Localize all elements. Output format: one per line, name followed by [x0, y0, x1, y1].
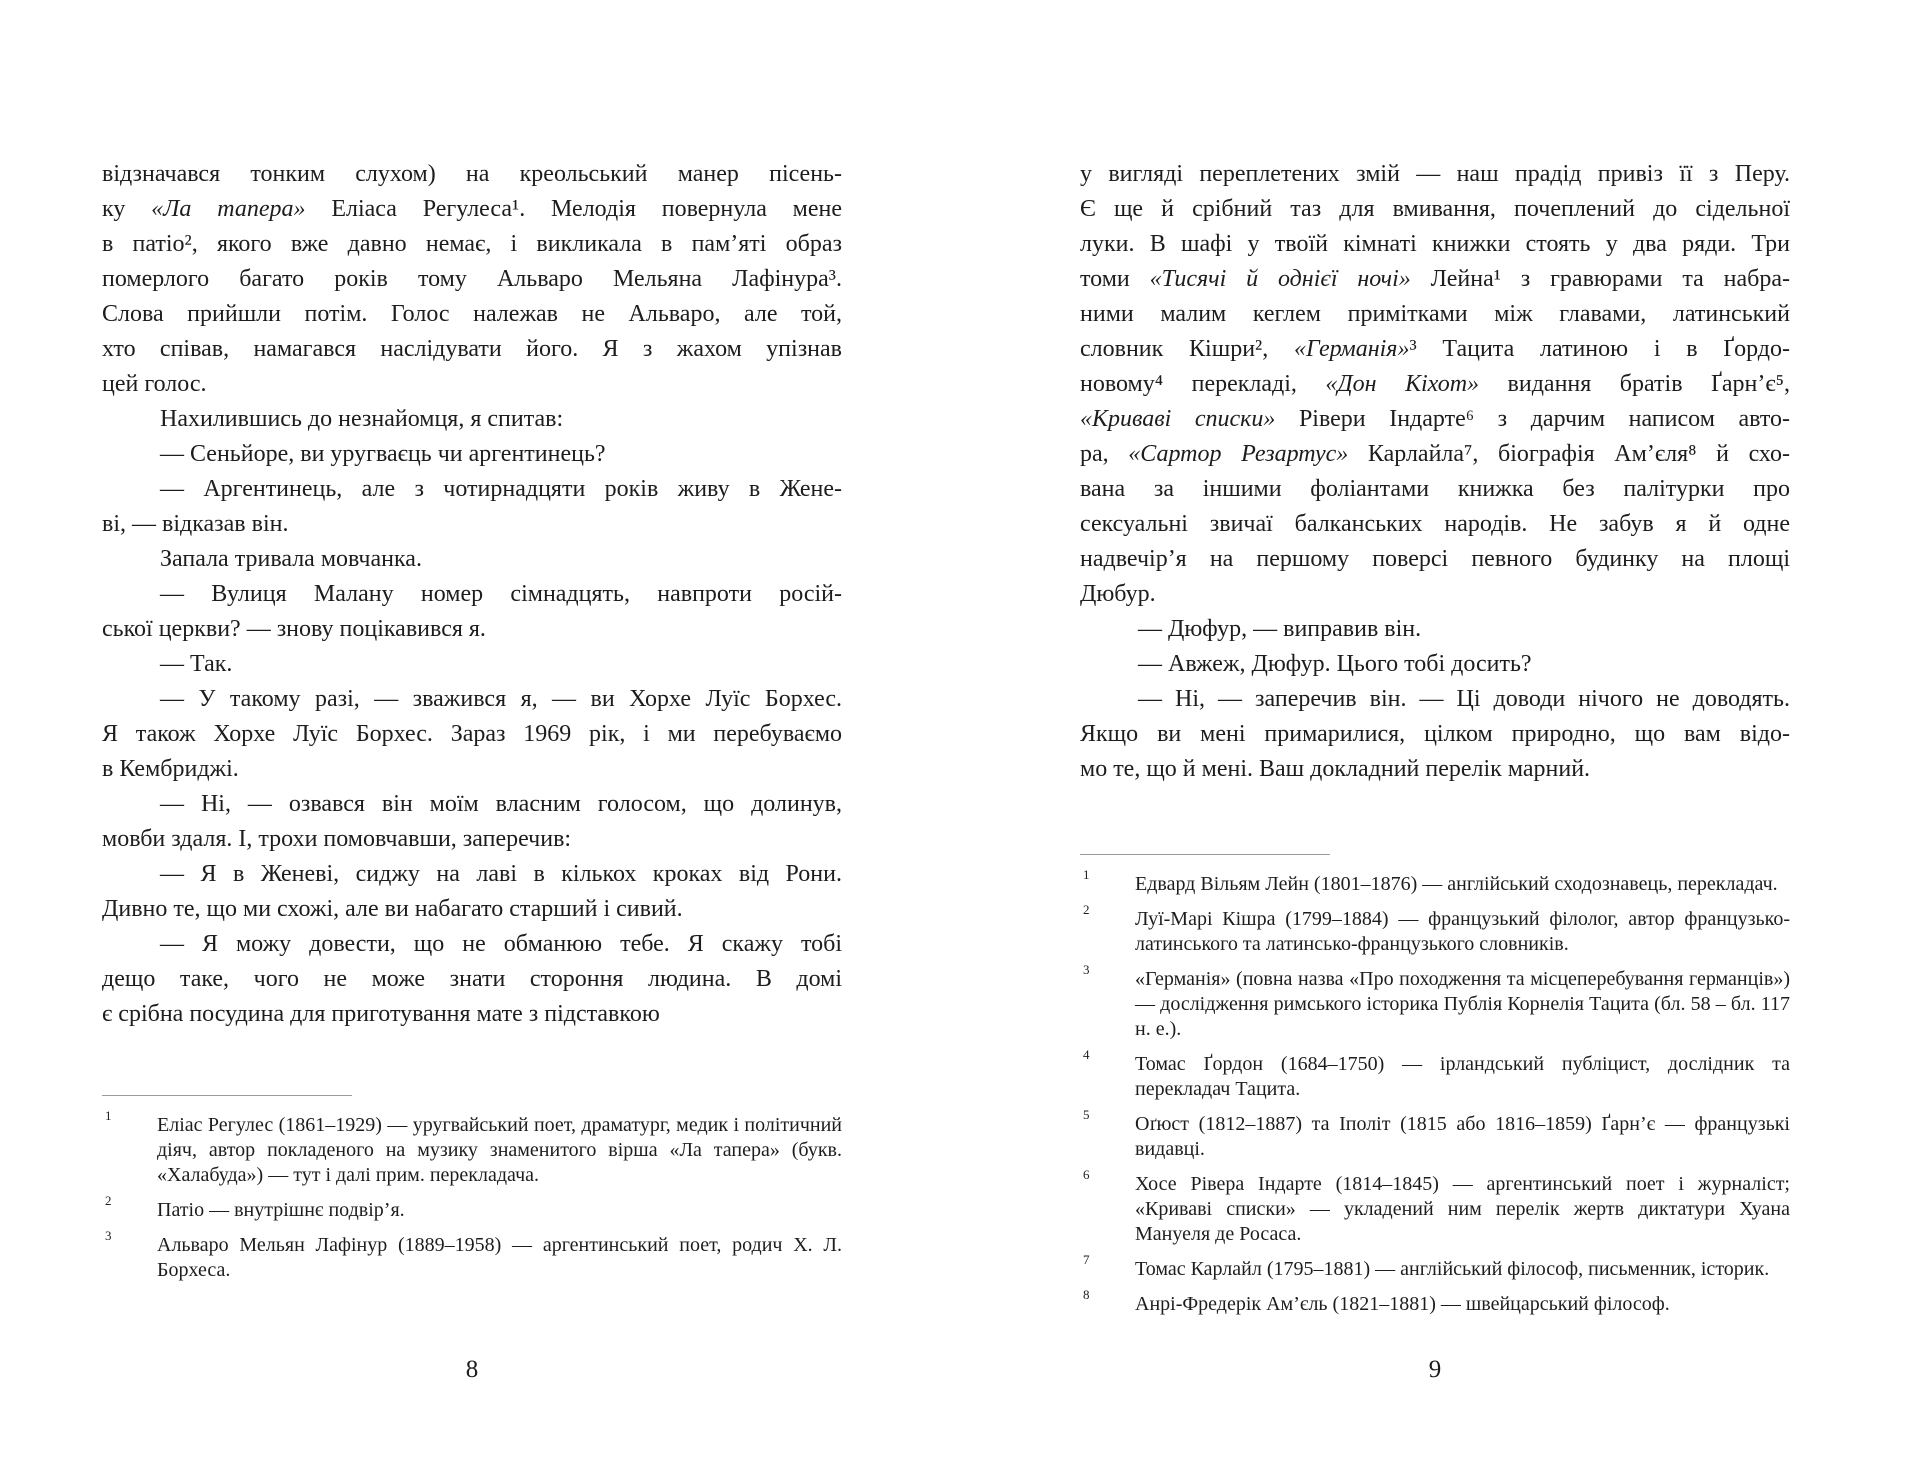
text-line: дещо таке, чого не може знати стороння людина. В домі	[102, 966, 842, 992]
paragraph	[102, 542, 842, 577]
footnote-marker: 8	[1083, 1287, 1090, 1302]
footnote-text: Анрі-Фредерік Ам’єль (1821–1881) — швейцарський філософ.	[1135, 1293, 1670, 1315]
text-line: надвечір’я на першому поверсі певного будинку на площі	[1080, 546, 1790, 572]
footnote-text: Патіо — внутрішнє подвір’я.	[157, 1199, 405, 1221]
paragraph	[102, 402, 842, 437]
text-line: Нахилившись до незнайомця, я спитав:	[160, 406, 564, 432]
footnote-item	[1080, 1167, 1790, 1247]
footnote-marker: 5	[1083, 1107, 1090, 1122]
text-line: Запала тривала мовчанка.	[160, 546, 422, 572]
text-line: — У такому разі, — зважився я, — ви Хорхе Луїс Борхес.	[160, 686, 842, 712]
footnote-marker: 6	[1083, 1167, 1090, 1182]
footnote-text: «Германія» (повна назва «Про походження та місцеперебування германців») — дослідження римського історика Публія Корнелія Тацита (бл. 58 – бл. 117 н. е.).	[1135, 968, 1790, 1040]
footnote-marker: 3	[105, 1228, 112, 1243]
text-line: томи «Тисячі й однієї ночі» Лейна¹ з гравюрами та набра-	[1080, 266, 1790, 292]
text-line: цей голос.	[102, 371, 207, 397]
text-line: — Аргентинець, але з чотирнадцяти років живу в Жене-	[160, 476, 842, 502]
footnote-separator	[102, 1095, 352, 1096]
text-line: ра, «Сартор Резартус» Карлайла⁷, біографія Ам’єля⁸ й схо-	[1080, 441, 1790, 467]
page-text	[1080, 157, 1790, 787]
text-line: Слова прийшли потім. Голос належав не Альваро, але той,	[102, 301, 842, 327]
text-line: — Дюфур, — виправив він.	[1138, 616, 1422, 642]
footnote-marker: 2	[105, 1193, 112, 1208]
text-line: — Я в Женеві, сиджу на лаві в кількох кроках від Рони.	[160, 861, 842, 887]
footnote-text: Оґюст (1812–1887) та Іполіт (1815 або 1816–1859) Ґарн’є — французькі видавці.	[1135, 1113, 1790, 1160]
paragraph	[102, 157, 842, 402]
footnote-marker: 1	[105, 1108, 112, 1123]
text-line: — Ні, — заперечив він. — Ці доводи нічого не доводять.	[1138, 686, 1790, 712]
footnote-item	[1080, 902, 1790, 957]
text-line: — Авжеж, Дюфур. Цього тобі досить?	[1138, 651, 1532, 677]
text-line: сексуальні звичаї балканських народів. Не забув я й одне	[1080, 511, 1790, 537]
text-line: мовби здаля. І, трохи помовчавши, заперечив:	[102, 826, 572, 852]
footnote-item	[102, 1193, 842, 1223]
text-line: Дивно те, що ми схожі, але ви набагато старший і сивий.	[102, 896, 683, 922]
text-line: «Криваві списки» Рівери Індарте⁶ з дарчим написом авто-	[1080, 406, 1790, 432]
text-line: померлого багато років тому Альваро Мельяна Лафінура³.	[102, 266, 842, 292]
text-line: вана за іншими фоліантами книжка без палітурки про	[1080, 476, 1790, 502]
paragraph	[1080, 157, 1790, 612]
footnote-marker: 2	[1083, 902, 1090, 917]
text-line: словник Кішри², «Германія»³ Тацита латиною і в Ґордо-	[1080, 336, 1790, 362]
footnote-text: Луї-Марі Кішра (1799–1884) — французький філолог, автор французько-латинського та латинсько-французького словників.	[1135, 908, 1790, 955]
footnote-item	[1080, 1287, 1790, 1317]
text-line: в патіо², якого вже давно немає, і викликала в пам’яті образ	[102, 231, 842, 257]
text-line: мо те, що й мені. Ваш докладний перелік марний.	[1080, 756, 1591, 782]
paragraph	[1080, 612, 1790, 647]
text-line: Є ще й срібний таз для вмивання, почеплений до сідельної	[1080, 196, 1790, 222]
text-line: — Я можу довести, що не обманюю тебе. Я скажу тобі	[160, 931, 842, 957]
text-line: ними малим кеглем примітками між главами, латинський	[1080, 301, 1790, 327]
footnote-text: Хосе Рівера Індарте (1814–1845) — аргентинський поет і журналіст; «Криваві списки» — укладений ним перелік жертв диктатури Хуана Мануеля де Росаса.	[1135, 1173, 1790, 1245]
text-line: луки. В шафі у твоїй кімнаті книжки стоять у два ряди. Три	[1080, 231, 1790, 257]
footnote-separator	[1080, 854, 1330, 855]
footnote-item	[1080, 1047, 1790, 1102]
page-left	[102, 157, 842, 1477]
footnote-marker: 4	[1083, 1047, 1090, 1062]
paragraph	[102, 577, 842, 647]
text-line: хто співав, намагався наслідувати його. Я з жахом упізнав	[102, 336, 842, 362]
text-line: ської церкви? — знову поцікавився я.	[102, 616, 486, 642]
text-line: — Так.	[160, 651, 233, 677]
paragraph	[102, 787, 842, 857]
text-line: — Вулиця Малану номер сімнадцять, навпроти росій-	[160, 581, 842, 607]
footnote-item	[102, 1228, 842, 1283]
text-line: — Сеньйоре, ви уругваєць чи аргентинець?	[160, 441, 606, 467]
paragraph	[102, 682, 842, 787]
text-line: відзначався тонким слухом) на креольський манер пісень-	[102, 161, 842, 187]
page-number: 9	[1428, 1356, 1442, 1383]
page-text	[102, 157, 842, 1032]
footnote-text: Едвард Вільям Лейн (1801–1876) — англійський сходознавець, перекладач.	[1135, 873, 1778, 895]
text-line: — Ні, — озвався він моїм власним голосом, що долинув,	[160, 791, 842, 817]
text-line: ку «Ла тапера» Еліаса Регулеса¹. Мелодія повернула мене	[102, 196, 843, 222]
footnote-text: Еліас Регулес (1861–1929) — уругвайський поет, драматург, медик і політичний діяч, автор покладеного на музику знаменитого вірша «Ла тапера» (букв. «Халабуда») — тут і далі прим. перекладача.	[157, 1114, 842, 1186]
footnote-item	[1080, 867, 1790, 897]
footnote-text: Альваро Мельян Лафінур (1889–1958) — аргентинський поет, родич Х. Л. Борхеса.	[157, 1234, 842, 1281]
text-line: в Кембриджі.	[102, 756, 239, 782]
paragraph	[1080, 682, 1790, 787]
text-line: Якщо ви мені примарилися, цілком природно, що вам відо-	[1080, 721, 1790, 747]
footnote-item	[1080, 1107, 1790, 1162]
paragraph	[102, 472, 842, 542]
footnotes	[102, 1108, 842, 1283]
footnote-item	[1080, 1252, 1790, 1282]
footnote-marker: 3	[1083, 962, 1090, 977]
paragraph	[1080, 647, 1790, 682]
paragraph	[102, 437, 842, 472]
footnote-text: Томас Карлайл (1795–1881) — англійський філософ, письменник, історик.	[1135, 1258, 1770, 1280]
footnotes	[1080, 867, 1790, 1317]
page-number: 8	[465, 1356, 479, 1383]
footnote-item	[102, 1108, 842, 1188]
text-line: у вигляді переплетених змій — наш прадід привіз її з Перу.	[1080, 161, 1790, 187]
text-line: ві, — відказав він.	[102, 511, 289, 537]
page-right	[1080, 157, 1790, 1477]
footnote-marker: 7	[1083, 1252, 1090, 1267]
text-line: Я також Хорхе Луїс Борхес. Зараз 1969 рік, і ми перебуваємо	[102, 721, 842, 747]
paragraph	[102, 647, 842, 682]
footnote-marker: 1	[1083, 867, 1090, 882]
paragraph	[102, 927, 842, 1032]
paragraph	[102, 857, 842, 927]
footnote-text: Томас Ґордон (1684–1750) — ірландський публіцист, дослідник та перекладач Тацита.	[1135, 1053, 1790, 1100]
footnote-item	[1080, 962, 1790, 1042]
text-line: є срібна посудина для приготування мате з підставкою	[102, 1001, 660, 1027]
text-line: новому⁴ перекладі, «Дон Кіхот» видання братів Ґарн’є⁵,	[1080, 371, 1790, 397]
text-line: Дюбур.	[1080, 581, 1156, 607]
